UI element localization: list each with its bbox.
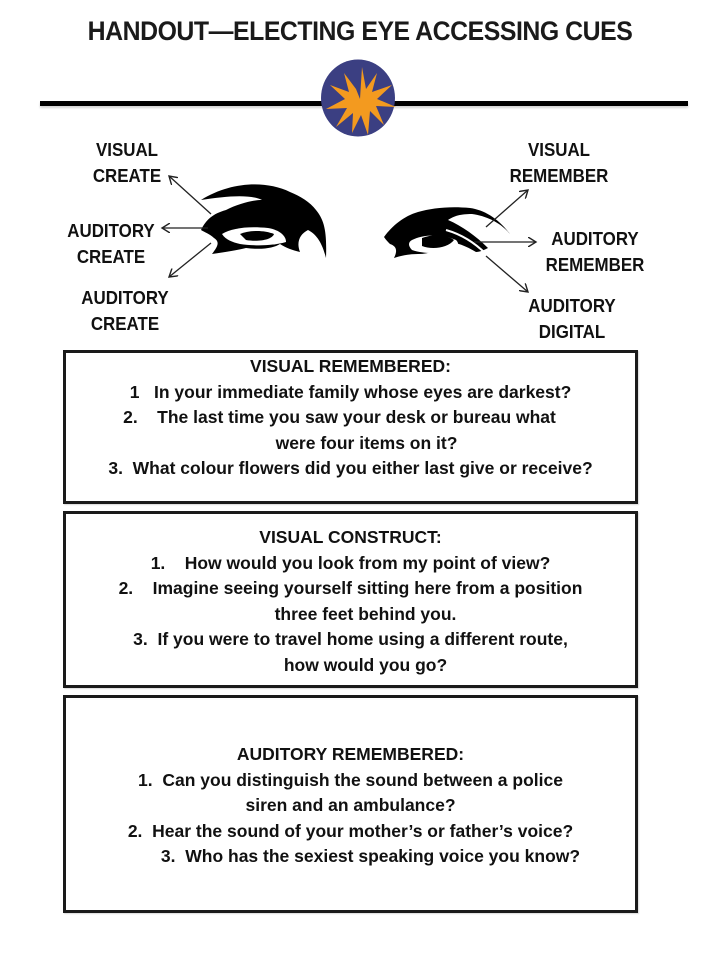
visual-remembered-box: [63, 350, 638, 504]
starburst-circle-icon: [320, 59, 396, 137]
label-auditory-create-low: AUDITORY CREATE: [81, 288, 169, 334]
box-line: 2. Imagine seeing yourself sitting here from a position: [118, 578, 583, 598]
box-line: 1. Can you distinguish the sound between a police: [138, 769, 563, 790]
right-eye-icon: [384, 207, 510, 258]
label-auditory-remember: AUDITORY REMEMBER: [545, 229, 645, 275]
box-line: three feet behind you.: [274, 603, 457, 624]
box-line: 3. What colour flowers did you either last give or receive?: [108, 458, 593, 478]
box-line: 1. How would you look from my point of view?: [150, 552, 551, 573]
auditory-remembered-box: [63, 695, 638, 913]
box-line: were four items on it?: [275, 432, 458, 453]
visual-construct-box: [63, 511, 638, 688]
box-line: 3. Who has the sexiest speaking voice you know?: [160, 846, 581, 866]
label-visual-create: VISUAL CREATE: [92, 140, 162, 186]
label-auditory-create-mid: AUDITORY CREATE: [67, 221, 155, 267]
eye-accessing-diagram: [0, 130, 720, 345]
label-auditory-digital: AUDITORY DIGITAL: [528, 296, 616, 342]
label-visual-remember: VISUAL REMEMBER: [509, 140, 609, 186]
box-heading: VISUAL REMEMBERED:: [250, 356, 451, 376]
box-line: 3. If you were to travel home using a different route,: [133, 629, 568, 649]
box-line: how would you go?: [283, 654, 448, 675]
box-line: siren and an ambulance?: [245, 795, 456, 815]
box-heading: VISUAL CONSTRUCT:: [259, 527, 442, 547]
box-line: 2. The last time you saw your desk or bureau what: [123, 407, 556, 427]
box-line: 2. Hear the sound of your mother’s or father’s voice?: [127, 820, 574, 841]
left-eye-icon: [201, 184, 326, 258]
box-line: 1 In your immediate family whose eyes are darkest?: [129, 381, 572, 402]
page-title: HANDOUT—ELECTING EYE ACCESSING CUES: [87, 16, 633, 46]
box-heading: AUDITORY REMEMBERED:: [236, 744, 465, 764]
